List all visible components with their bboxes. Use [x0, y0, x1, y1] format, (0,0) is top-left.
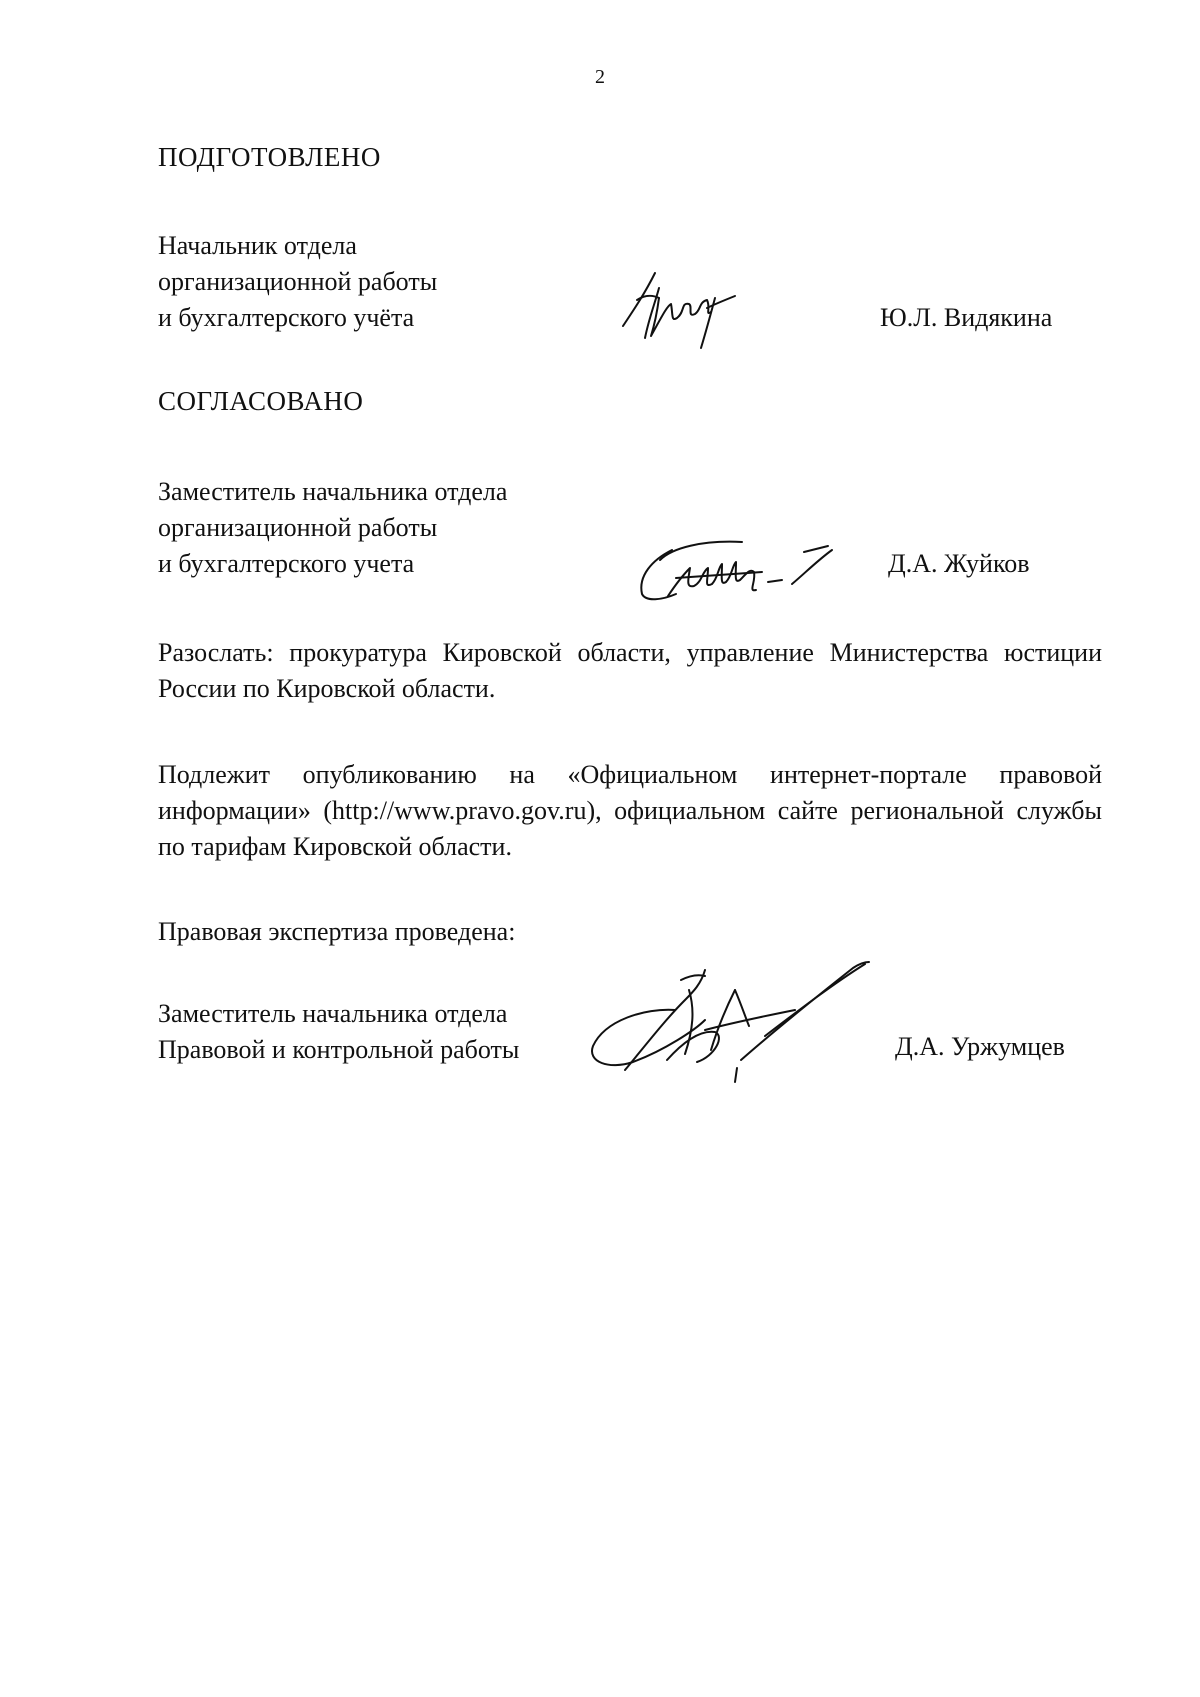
prepared-position-line: и бухгалтерского учёта: [158, 303, 415, 332]
page-number: 2: [595, 66, 605, 88]
legal-review-statement: Правовая экспертиза проведена:: [158, 917, 516, 946]
publication-text: Подлежит опубликованию на «Официальном интернет-портале правовой информации» (http://www.pravo.gov.ru), официальном сайте региональной службы по тарифам Кировской области.: [158, 760, 1102, 861]
agreed-signature: [632, 538, 847, 608]
agreed-position-line: организационной работы: [158, 513, 438, 542]
distribution-text: Разослать: прокуратура Кировской области, управление Министерства юстиции России по Кировской области.: [158, 638, 1102, 703]
prepared-signature: [615, 268, 745, 358]
prepared-position: [158, 228, 437, 336]
agreed-heading: СОГЛАСОВАНО: [158, 386, 364, 416]
agreed-position-line: и бухгалтерского учета: [158, 549, 415, 578]
prepared-heading: ПОДГОТОВЛЕНО: [158, 142, 381, 172]
legal-review-position-line: Правовой и контрольной работы: [158, 1035, 520, 1064]
legal-review-name: Д.А. Уржумцев: [895, 1032, 1065, 1061]
prepared-name: Ю.Л. Видякина: [880, 303, 1053, 332]
agreed-position: [158, 474, 507, 582]
legal-review-signature: [585, 950, 915, 1090]
agreed-name: Д.А. Жуйков: [888, 549, 1030, 578]
agreed-position-line: Заместитель начальника отдела: [158, 477, 508, 506]
legal-review-position: [158, 996, 519, 1068]
legal-review-position-line: Заместитель начальника отдела: [158, 999, 508, 1028]
prepared-position-line: Начальник отдела: [158, 231, 357, 260]
prepared-position-line: организационной работы: [158, 267, 438, 296]
